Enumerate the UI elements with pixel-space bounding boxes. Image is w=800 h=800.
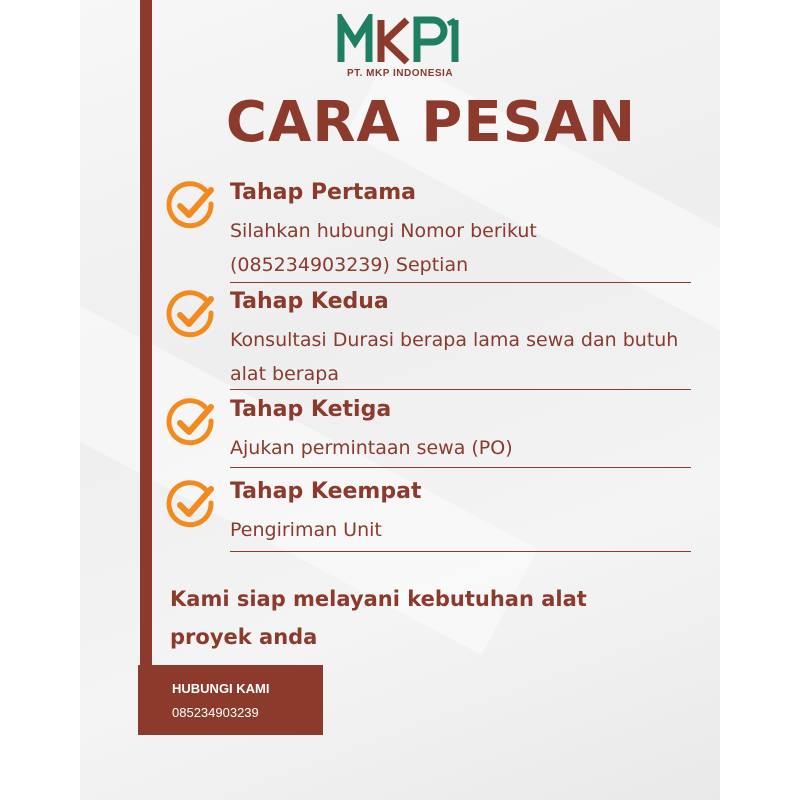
- check-circle-icon: [165, 289, 217, 341]
- step-title: Tahap Keempat: [230, 479, 422, 504]
- step-description: Silahkan hubungi Nomor berikut (085234903239) Septian: [230, 220, 537, 276]
- step-item-4: [165, 479, 691, 553]
- closing-message: Kami siap melayani kebutuhan alat proyek anda: [170, 587, 587, 649]
- step-description: Pengiriman Unit: [230, 519, 382, 541]
- step-item-3: [165, 397, 691, 469]
- company-name: PT. MKP INDONESIA: [346, 68, 454, 79]
- step-title: Tahap Pertama: [230, 180, 416, 205]
- check-circle-icon: [165, 180, 217, 232]
- step-item-1: [165, 180, 691, 284]
- check-circle-icon: [165, 397, 217, 449]
- page-title: CARA PESAN: [225, 90, 637, 155]
- step-item-2: [165, 289, 691, 393]
- step-title: Tahap Ketiga: [230, 397, 392, 422]
- contact-label: HUBUNGI KAMI: [172, 681, 270, 696]
- step-description: Konsultasi Durasi berapa lama sewa dan butuh alat berapa: [230, 329, 679, 385]
- company-logo: [0, 14, 800, 79]
- divider: [230, 551, 691, 552]
- divider: [230, 389, 691, 390]
- divider: [230, 467, 691, 468]
- check-circle-icon: [165, 479, 217, 531]
- step-description: Ajukan permintaan sewa (PO): [230, 437, 513, 459]
- contact-phone: 085234903239: [172, 705, 259, 720]
- contact-box: [138, 665, 323, 735]
- mkpi-logo-icon: [335, 14, 465, 66]
- step-title: Tahap Kedua: [230, 289, 389, 314]
- divider: [230, 282, 691, 283]
